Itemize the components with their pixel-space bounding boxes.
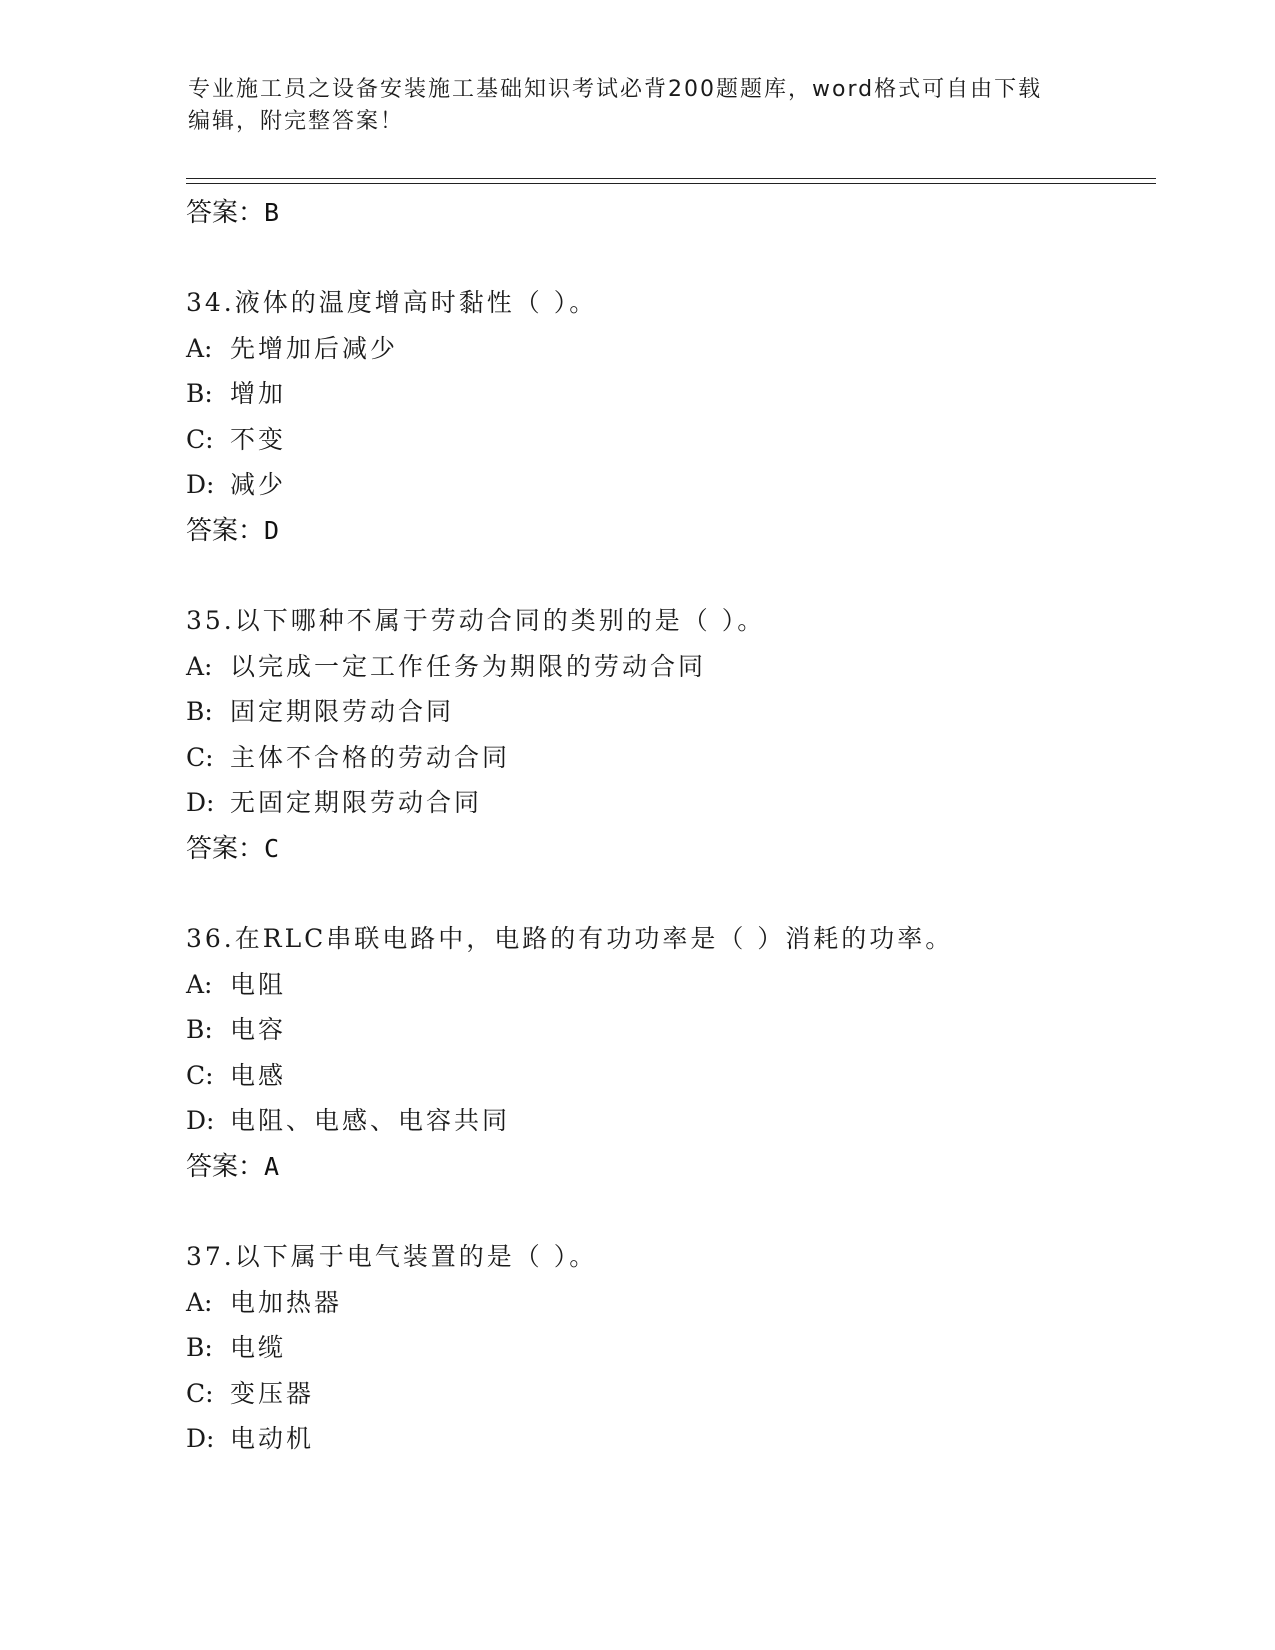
answer-option [186, 735, 1146, 781]
option-key: C: [186, 1060, 214, 1090]
option-text: 无固定期限劳动合同 [230, 788, 483, 818]
option-text: 电缆 [230, 1333, 287, 1363]
answer-option [186, 1371, 1146, 1417]
question-block [186, 916, 1146, 1190]
option-text: 电感 [230, 1060, 287, 1090]
option-text: 电动机 [230, 1424, 315, 1454]
answer-option [186, 1098, 1146, 1144]
option-key: A: [186, 333, 213, 363]
answer-label: 答案： [186, 1151, 265, 1182]
option-text: 电阻、电感、电容共同 [230, 1106, 511, 1136]
question-stem: 37.以下属于电气装置的是（ ）。 [186, 1241, 598, 1271]
answer-label: 答案： [186, 833, 265, 864]
header-line-1: 专业施工员之设备安装施工基础知识考试必背200题题库，word格式可自由下载 [188, 77, 1043, 102]
answer-option [186, 371, 1146, 417]
question-spacer [186, 236, 1146, 280]
option-key: C: [186, 424, 214, 454]
answer-line [186, 190, 1146, 236]
answer-option [186, 1416, 1146, 1462]
document-header [188, 74, 1088, 138]
answer-label: 答案： [186, 198, 265, 228]
option-text: 电阻 [230, 969, 287, 999]
option-text: 减少 [230, 470, 287, 500]
option-text: 电加热器 [230, 1287, 343, 1317]
option-text: 不变 [230, 424, 287, 454]
option-text: 变压器 [230, 1378, 315, 1408]
answer-option [186, 326, 1146, 372]
answer-option [186, 1325, 1146, 1371]
answer-line [186, 826, 1146, 872]
answer-option [186, 1053, 1146, 1099]
question-list [186, 190, 1146, 1462]
option-text: 先增加后减少 [230, 333, 399, 363]
option-text: 增加 [230, 379, 287, 409]
option-key: B: [186, 1333, 213, 1363]
answer-line [186, 508, 1146, 554]
option-key: A: [186, 651, 213, 681]
question-block [186, 1234, 1146, 1462]
question-spacer [186, 872, 1146, 916]
header-line-2: 编辑，附完整答案！ [188, 109, 405, 134]
option-key: A: [186, 969, 213, 999]
option-key: B: [186, 697, 213, 727]
option-key: C: [186, 1378, 214, 1408]
option-key: B: [186, 379, 213, 409]
answer-option [186, 962, 1146, 1008]
header-divider-top [186, 178, 1156, 179]
option-key: B: [186, 1015, 213, 1045]
question-stem: 35.以下哪种不属于劳动合同的类别的是（ ）。 [186, 605, 766, 635]
option-text: 固定期限劳动合同 [230, 697, 455, 727]
answer-option [186, 1280, 1146, 1326]
question-spacer [186, 1190, 1146, 1234]
header-divider-bottom [186, 183, 1156, 184]
answer-option [186, 1007, 1146, 1053]
question-stem: 34.液体的温度增高时黏性（ ）。 [186, 288, 598, 317]
option-key: C: [186, 742, 214, 772]
answer-option [186, 780, 1146, 826]
answer-value: C [264, 833, 280, 863]
question-block [186, 598, 1146, 872]
answer-value: A [264, 1151, 280, 1181]
option-key: D: [186, 1424, 215, 1454]
option-text: 主体不合格的劳动合同 [230, 742, 511, 772]
option-key: D: [186, 1106, 215, 1136]
option-text: 以完成一定工作任务为期限的劳动合同 [230, 651, 707, 681]
answer-value: D [264, 515, 280, 545]
option-text: 电容 [230, 1015, 287, 1045]
question-spacer [186, 554, 1146, 598]
question-block [186, 280, 1146, 554]
answer-value: B [264, 198, 280, 227]
answer-line [186, 1144, 1146, 1190]
option-key: D: [186, 788, 215, 818]
option-key: D: [186, 470, 215, 500]
answer-option [186, 462, 1146, 508]
answer-option [186, 417, 1146, 463]
answer-option [186, 644, 1146, 690]
answer-option [186, 689, 1146, 735]
question-stem: 36.在RLC串联电路中，电路的有功功率是（ ）消耗的功率。 [186, 923, 954, 953]
option-key: A: [186, 1287, 213, 1317]
answer-label: 答案： [186, 515, 265, 546]
